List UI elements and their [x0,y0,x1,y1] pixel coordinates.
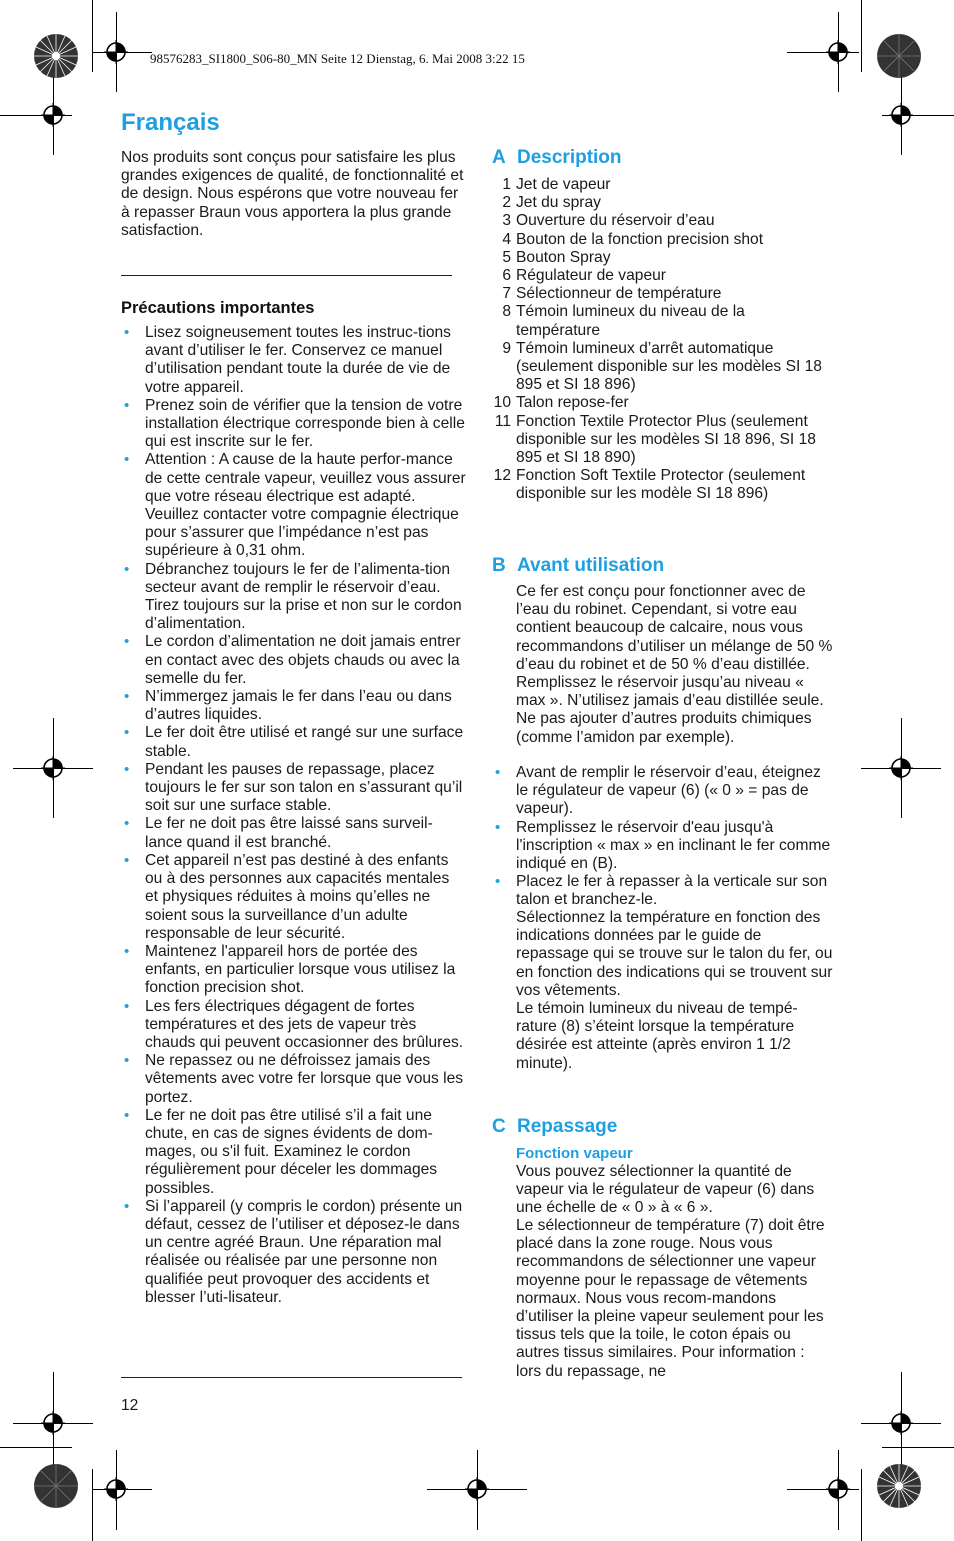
star-target-icon [876,33,922,79]
list-item [121,761,466,816]
registration-mark-icon [826,1477,850,1501]
print-slug: 98576283_SI1800_S06-80_MN Seite 12 Dienstag, 6. Mai 2008 3:22 15 [150,51,525,66]
item-text: Jet du spray [516,194,601,212]
item-number: 2 [502,194,511,212]
registration-mark-icon [41,1411,65,1435]
star-target-icon [33,1463,79,1509]
description-item [488,340,833,395]
bullet-icon: • [495,873,501,891]
description-item [488,212,833,230]
list-item-text: Placez le fer à repasser à la verticale sur son talon et branchez-le. [516,873,828,909]
bullet-icon: • [495,764,501,781]
page-number: 12 [121,1397,139,1414]
item-number: 3 [502,212,511,230]
description-item [488,413,833,468]
list-item-text: Remplissez le réservoir d'eau jusqu'à l'inscription « max » en inclinant le fer comme indiqué en (B). [516,818,831,873]
bullet-icon: • [124,851,130,869]
precautions-list [121,324,466,1307]
list-item-text: Si l’appareil (y compris le cordon) présente un défaut, cessez de l’utiliser et déposez-le dans un centre agréé Braun. Une réparation mal réalisée ou réalisée par une personne non qualifiée peut provoquer des accidents et blesser l’uti-lisateur. [145,1197,463,1306]
list-item [121,633,466,688]
list-item-text: Le fer doit être utilisé et rangé sur une surface stable. [145,724,464,760]
list-item-text: Les fers électriques dégagent de fortes températures et des jets de vapeur très chauds qui peuvent occasionner des brûlures. [145,997,464,1051]
item-number: 10 [493,394,511,412]
list-item [121,1198,466,1307]
section-title: Avant utilisation [517,555,665,576]
star-target-icon [876,1463,922,1509]
section-letter: B [492,555,506,576]
list-item-text: Cet appareil n’est pas destiné à des enfants ou à des personnes aux capacités mentales et physiques réduites à moins qu’elles ne soient sous la surveillance d’un adulte responsable de leur sécurité. [145,851,450,942]
section-b-intro: Ce fer est conçu pour fonctionner avec de l’eau du robinet. Cependant, si votre eau contient beaucoup de calcaire, nous vous recommandons d’utiliser un mélange de 50 % d’eau du robinet et de 50 % d’eau distillée. Remplissez le réservoir jusqu’au niveau « max ». N’utilisez jamais d’eau distillée seule. Ne pas ajouter d’autres produits chimiques (comme l’amidon par exemple). [516,583,833,746]
bullet-icon: • [124,396,130,414]
divider [121,275,452,276]
precautions-heading: Précautions importantes [121,299,315,317]
bullet-icon: • [124,1052,130,1070]
bullet-icon: • [495,818,501,836]
item-text: Régulateur de vapeur [516,267,666,285]
list-item [121,561,466,634]
list-item [121,688,466,724]
list-item [121,1052,466,1107]
section-b-heading [492,555,664,577]
page-title: Français [121,109,220,136]
list-item [121,451,466,560]
bullet-icon: • [124,633,130,651]
list-item-text: Maintenez l'appareil hors de portée des enfants, en particulier lorsque vous utilisez la fonction precision shot. [145,942,456,997]
list-item [121,852,466,943]
section-letter: A [492,147,506,168]
list-item [121,1107,466,1198]
list-item-text: Avant de remplir le réservoir d’eau, éteignez le régulateur de vapeur (6) (« 0 » = pas de vapeur). [516,764,821,818]
registration-mark-icon [889,1411,913,1435]
list-item [492,764,834,819]
item-text: Talon repose-fer [516,394,629,412]
registration-mark-icon [41,756,65,780]
item-text: Témoin lumineux d’arrêt automatique (seulement disponible sur les modèles SI 18 895 et SI 18 896) [516,339,822,394]
item-text: Sélectionneur de température [516,285,722,303]
bullet-icon: • [124,997,130,1015]
item-number: 1 [502,176,511,193]
section-title: Description [517,147,622,168]
bullet-icon: • [124,724,130,742]
list-item [121,943,466,998]
item-text: Bouton de la fonction precision shot [516,230,764,248]
registration-mark-icon [41,103,65,127]
bullet-icon: • [124,324,130,341]
bullet-icon: • [124,560,130,578]
section-b-list [492,764,834,910]
list-item [492,819,834,874]
bullet-icon: • [124,1106,130,1124]
section-c-heading [492,1116,617,1138]
list-item-text: Débranchez toujours le fer de l’alimenta-tion secteur avant de remplir le réservoir d’eau. Tirez toujours sur la prise et non sur le cordon d’alimentation. [145,560,462,633]
star-target-icon [33,33,79,79]
bullet-icon: • [124,942,130,960]
bullet-icon: • [124,1197,130,1215]
section-c-subheading: Fonction vapeur [516,1145,633,1162]
list-item-text: Pendant les pauses de repassage, placez toujours le fer sur son talon en s’assurant qu’il soit sur une surface stable. [145,760,463,815]
description-item [488,176,833,194]
list-item [121,397,466,452]
list-item-text: Le fer ne doit pas être laissé sans surveil-lance quand il est branché. [145,815,433,851]
bullet-icon: • [124,688,130,706]
item-number: 8 [502,303,511,321]
list-item-text: Ne repassez ou ne défroissez jamais des vêtements avec votre fer lorsque que vous les portez. [145,1052,464,1106]
list-item-text: Lisez soigneusement toutes les instruc-tions avant d’utiliser le fer. Conservez ce manuel d’utilisation pendant toute la durée de vie de votre appareil. [145,324,451,396]
description-item [488,267,833,285]
item-number: 7 [502,285,511,303]
list-item [492,873,834,909]
bullet-icon: • [124,451,130,469]
description-item [488,249,833,267]
item-number: 4 [502,230,511,248]
description-item [488,231,833,249]
item-number: 5 [502,248,511,266]
list-item-text: Attention : A cause de la haute perfor-mance de cette centrale vapeur, veuillez vous assurer que votre réseau électrique est adapté. Veuillez contacter votre compagnie électrique pour s’assurer que l’impédance n’est pas supérieure à 0,31 ohm. [145,451,466,560]
registration-mark-icon [889,103,913,127]
item-number: 9 [502,339,511,357]
item-text: Fonction Textile Protector Plus (seulement disponible sur les modèles SI 18 896, SI 18 895 et SI 18 890) [516,412,816,467]
section-title: Repassage [517,1116,618,1137]
item-number: 12 [493,467,511,485]
list-item [121,998,466,1053]
section-letter: C [492,1116,506,1137]
list-item [121,324,466,397]
registration-mark-icon [889,756,913,780]
registration-mark-icon [104,40,128,64]
section-b-para3: Le témoin lumineux du niveau de tempé-rature (8) s’éteint lorsque la température désirée est atteinte (après environ 1 1/2 minute). [516,1000,798,1072]
registration-mark-icon [465,1477,489,1501]
item-number: 6 [502,267,511,285]
description-item [488,285,833,303]
list-item-text: N’immergez jamais le fer dans l’eau ou dans d’autres liquides. [145,688,452,724]
item-text: Bouton Spray [516,248,611,266]
list-item-text: Le fer ne doit pas être utilisé s’il a fait une chute, en cas de signes évidents de dom-mages, ou s'il fuit. Examinez le cordon régulièrement pour déceler les dommages possibles. [145,1106,438,1197]
item-text: Fonction Soft Textile Protector (seulement disponible sur les modèle SI 18 896) [516,467,806,503]
section-a-heading [492,147,622,169]
divider [121,1377,462,1378]
registration-mark-icon [826,40,850,64]
list-item-text: Prenez soin de vérifier que la tension de votre installation électrique corresponde bien à celle qui est inscrite sur le fer. [145,396,465,451]
registration-mark-icon [104,1477,128,1501]
item-number: 11 [494,412,511,430]
description-list [488,176,833,504]
description-item [488,467,833,503]
section-c-para2: Le sélectionneur de température (7) doit être placé dans la zone rouge. Nous vous recommandons de sélectionner une vapeur moyenne pour le repassage de vêtements normaux. Nous vous recom-mandons d’utiliser la pleine vapeur seulement pour les tissus tels que la toile, le coton épais ou autres tissus similaires. Pour information : lors du repassage, ne [516,1217,825,1380]
intro-paragraph: Nos produits sont conçus pour satisfaire les plus grandes exigences de qualité, de fonctionnalité et de design. Nous espérons que votre nouveau fer à repasser Braun vous apportera la plus grande satisfaction. [121,149,464,239]
list-item-text: Le cordon d’alimentation ne doit jamais entrer en contact avec des objets chauds ou avec la semelle du fer. [145,633,461,687]
section-c-para1: Vous pouvez sélectionner la quantité de vapeur via le régulateur de vapeur (6) dans une échelle de « 0 » à « 6 ». [516,1163,815,1217]
section-b-para2: Sélectionnez la température en fonction des indications données par le guide de repassage qui se trouve sur le talon du fer, ou en fonction des indications qui se trouvent sur vos vêtements. [516,909,833,999]
list-item [121,815,466,851]
bullet-icon: • [124,760,130,778]
item-text: Témoin lumineux du niveau de la température [516,303,745,339]
description-item [488,194,833,212]
bullet-icon: • [124,815,130,833]
list-item [121,724,466,760]
item-text: Ouverture du réservoir d’eau [516,212,715,230]
item-text: Jet de vapeur [516,176,611,193]
description-item [488,303,833,339]
description-item [488,394,833,412]
